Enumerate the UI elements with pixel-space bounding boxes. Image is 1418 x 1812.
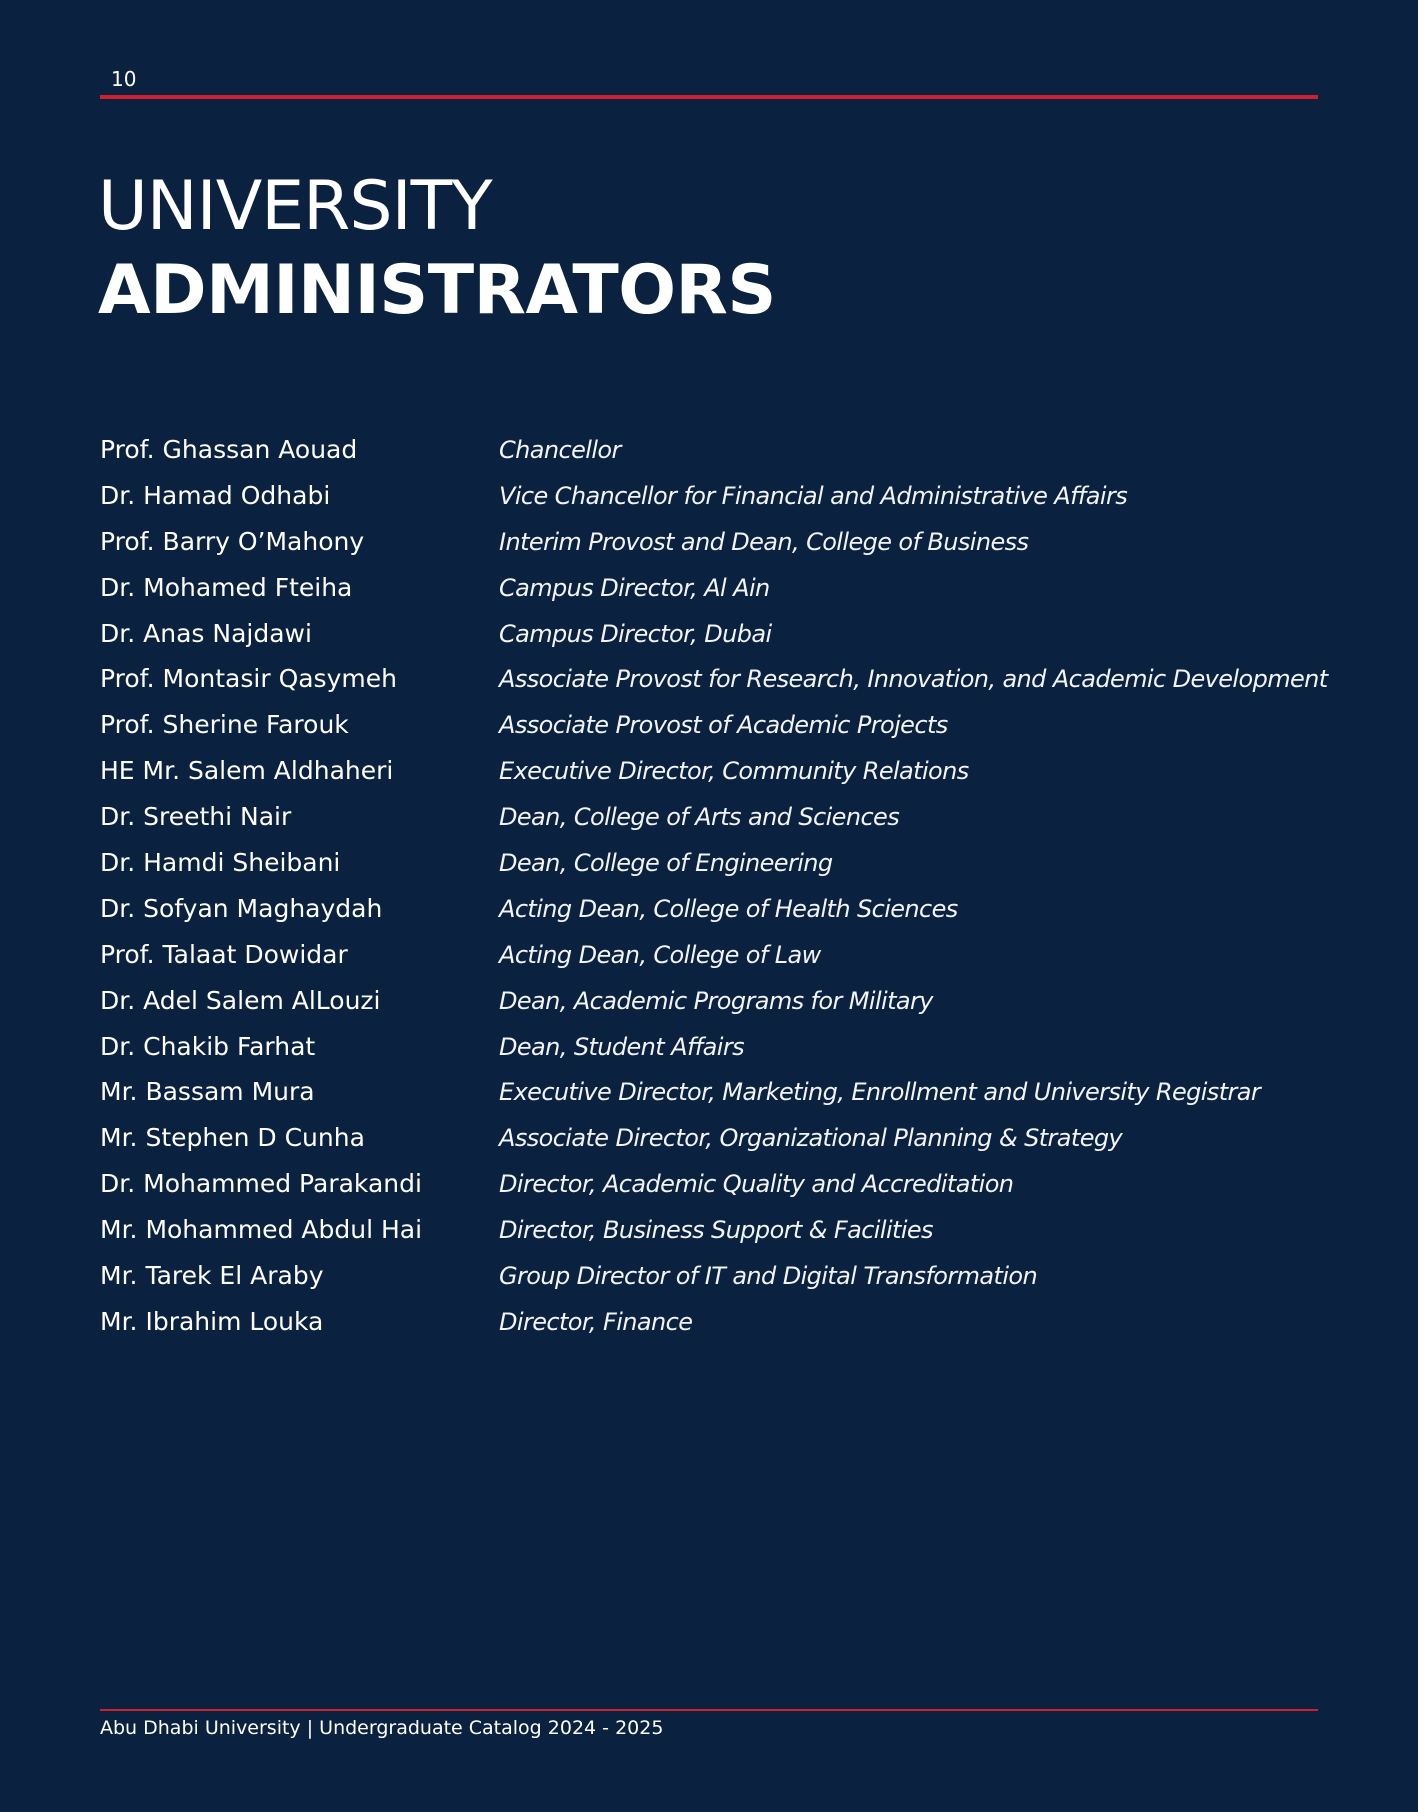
administrator-row (100, 1069, 1330, 1115)
administrator-row (100, 886, 1330, 932)
administrator-name: Dr. Chakib Farhat (100, 1031, 316, 1061)
administrator-role: Acting Dean, College of Health Sciences (499, 894, 958, 923)
administrator-name: Dr. Hamad Odhabi (100, 480, 331, 510)
administrator-name: Mr. Ibrahim Louka (100, 1306, 324, 1336)
administrator-row (100, 611, 1330, 657)
administrator-role: Director, Finance (499, 1307, 693, 1336)
administrator-role: Campus Director, Al Ain (499, 573, 770, 602)
administrator-role: Associate Director, Organizational Planning & Strategy (499, 1124, 1123, 1153)
administrator-row (100, 748, 1330, 794)
administrator-name: Prof. Talaat Dowidar (100, 939, 348, 969)
administrator-row (100, 932, 1330, 978)
administrator-name: Dr. Mohamed Fteiha (100, 572, 353, 602)
footer-divider (100, 1709, 1318, 1711)
administrators-list (100, 427, 1330, 1345)
administrator-role: Director, Business Support & Facilities (499, 1216, 933, 1245)
administrator-role: Executive Director, Community Relations (499, 757, 969, 786)
administrator-name: Mr. Mohammed Abdul Hai (100, 1215, 423, 1245)
administrator-row (100, 1299, 1330, 1345)
header-divider (100, 95, 1318, 99)
administrator-row (100, 473, 1330, 519)
administrator-name: Prof. Ghassan Aouad (100, 435, 358, 464)
administrator-role: Associate Provost for Research, Innovation, and Academic Development (499, 665, 1328, 694)
page-number: 10 (111, 67, 137, 91)
administrator-name: Prof. Montasir Qasymeh (100, 664, 397, 694)
administrator-role: Vice Chancellor for Financial and Administrative Affairs (499, 481, 1128, 510)
page-title-line2: ADMINISTRATORS (98, 251, 776, 330)
administrator-role: Campus Director, Dubai (499, 619, 772, 648)
administrator-name: Dr. Anas Najdawi (100, 618, 312, 648)
page-title (98, 165, 776, 333)
administrator-row (100, 1253, 1330, 1299)
administrator-role: Group Director of IT and Digital Transformation (499, 1262, 1038, 1291)
administrator-row (100, 840, 1330, 886)
administrator-name: Dr. Sreethi Nair (100, 802, 292, 832)
administrator-name: Prof. Barry O’Mahony (100, 526, 365, 556)
footer-text: Abu Dhabi University | Undergraduate Catalog 2024 - 2025 (100, 1717, 664, 1739)
administrator-role: Dean, Student Affairs (499, 1032, 744, 1061)
administrator-name: Mr. Stephen D Cunha (100, 1123, 365, 1153)
administrator-name: Mr. Bassam Mura (100, 1077, 315, 1107)
administrator-row (100, 1207, 1330, 1253)
administrator-role: Dean, Academic Programs for Military (499, 986, 933, 1015)
page-title-line1: UNIVERSITY (98, 167, 492, 246)
administrator-row (100, 565, 1330, 611)
administrator-name: Dr. Adel Salem AlLouzi (100, 985, 381, 1015)
administrator-role: Dean, College of Engineering (499, 849, 833, 878)
administrator-role: Executive Director, Marketing, Enrollment and University Registrar (499, 1078, 1261, 1107)
administrator-name: HE Mr. Salem Aldhaheri (100, 756, 394, 786)
administrator-name: Prof. Sherine Farouk (100, 710, 349, 740)
administrator-role: Interim Provost and Dean, College of Business (499, 527, 1029, 556)
administrator-role: Acting Dean, College of Law (499, 940, 821, 969)
administrator-row (100, 978, 1330, 1024)
administrator-row (100, 1024, 1330, 1070)
administrator-row (100, 1115, 1330, 1161)
administrator-name: Dr. Mohammed Parakandi (100, 1169, 422, 1199)
administrator-role: Dean, College of Arts and Sciences (499, 803, 900, 832)
administrator-row (100, 702, 1330, 748)
administrator-row (100, 1161, 1330, 1207)
administrator-row (100, 427, 1330, 473)
administrator-name: Dr. Sofyan Maghaydah (100, 893, 383, 923)
administrator-role: Chancellor (499, 436, 621, 464)
administrator-role: Associate Provost of Academic Projects (499, 711, 948, 740)
administrator-row (100, 519, 1330, 565)
administrator-name: Mr. Tarek El Araby (100, 1261, 324, 1291)
administrator-row (100, 656, 1330, 702)
administrator-role: Director, Academic Quality and Accreditation (499, 1170, 1014, 1199)
administrator-row (100, 794, 1330, 840)
administrator-name: Dr. Hamdi Sheibani (100, 848, 341, 878)
